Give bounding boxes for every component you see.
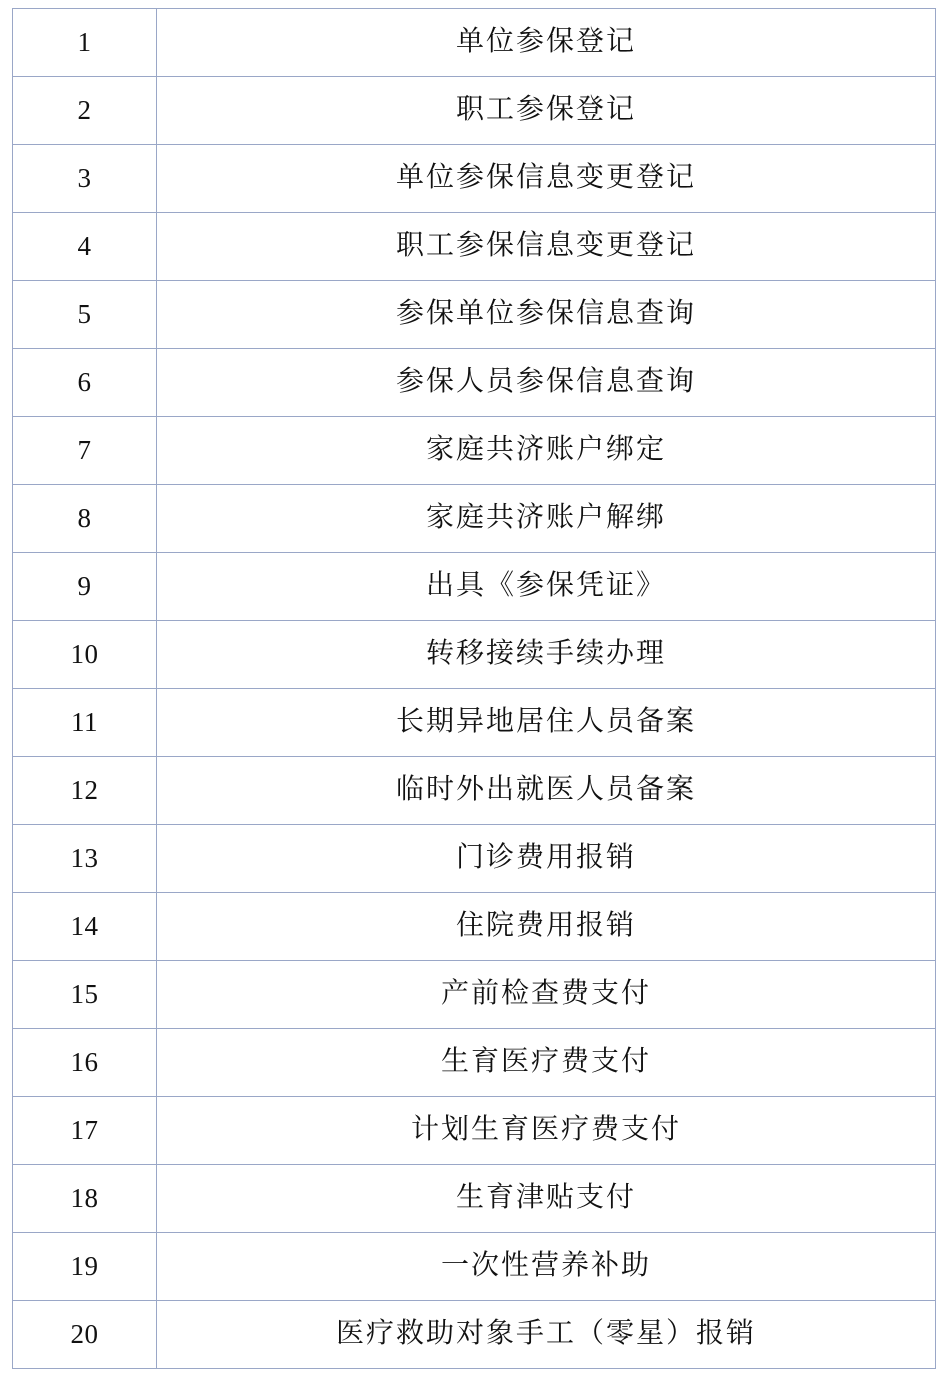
row-name-text: 医疗救助对象手工（零星）报销: [335, 1318, 756, 1350]
row-index-text: 6: [77, 366, 92, 397]
row-index-cell: [13, 1165, 157, 1233]
row-name-text: 长期异地居住人员备案: [395, 706, 696, 738]
row-index-text: 10: [70, 638, 99, 669]
row-name-cell: [157, 553, 936, 621]
row-name-cell: [157, 1301, 936, 1369]
row-index-text: 8: [77, 502, 92, 533]
row-index-text: 11: [71, 706, 98, 737]
row-name-cell: [157, 621, 936, 689]
row-index-text: 7: [77, 434, 92, 465]
row-name-cell: [157, 349, 936, 417]
row-name-cell: [157, 689, 936, 757]
row-index-text: 18: [70, 1182, 99, 1213]
row-name-text: 临时外出就医人员备案: [395, 774, 696, 806]
table-row: [13, 893, 936, 961]
row-name-cell: [157, 77, 936, 145]
row-name-text: 家庭共济账户解绑: [425, 502, 666, 534]
table-row: [13, 1233, 936, 1301]
row-name-text: 一次性营养补助: [440, 1250, 651, 1282]
table-row: [13, 417, 936, 485]
row-name-cell: [157, 281, 936, 349]
row-name-cell: [157, 825, 936, 893]
row-name-text: 职工参保信息变更登记: [395, 230, 696, 262]
table-row: [13, 1097, 936, 1165]
table-row: [13, 485, 936, 553]
table-row: [13, 1029, 936, 1097]
row-name-text: 单位参保信息变更登记: [395, 162, 696, 194]
row-index-text: 4: [77, 230, 92, 261]
row-index-cell: [13, 757, 157, 825]
table-row: [13, 825, 936, 893]
row-index-cell: [13, 621, 157, 689]
row-index-cell: [13, 1233, 157, 1301]
table-row: [13, 961, 936, 1029]
row-index-cell: [13, 145, 157, 213]
row-name-text: 产前检查费支付: [440, 978, 651, 1010]
row-index-text: 15: [70, 978, 99, 1009]
row-index-cell: [13, 1097, 157, 1165]
row-name-text: 参保人员参保信息查询: [395, 366, 696, 398]
row-name-text: 生育津贴支付: [455, 1182, 636, 1214]
row-index-cell: [13, 417, 157, 485]
row-index-cell: [13, 9, 157, 77]
row-name-text: 家庭共济账户绑定: [425, 434, 666, 466]
row-name-cell: [157, 9, 936, 77]
row-name-text: 门诊费用报销: [455, 842, 636, 874]
row-name-cell: [157, 1233, 936, 1301]
row-index-text: 13: [70, 842, 99, 873]
table-row: [13, 689, 936, 757]
row-name-text: 单位参保登记: [455, 26, 636, 58]
table-row: [13, 213, 936, 281]
table-row: [13, 621, 936, 689]
table-row: [13, 553, 936, 621]
row-index-text: 17: [70, 1114, 99, 1145]
row-index-text: 20: [70, 1318, 99, 1349]
table-row: [13, 1301, 936, 1369]
row-name-cell: [157, 485, 936, 553]
table-row: [13, 281, 936, 349]
row-name-text: 生育医疗费支付: [440, 1046, 651, 1078]
row-index-cell: [13, 553, 157, 621]
table-body: [13, 9, 936, 1369]
row-name-text: 住院费用报销: [455, 910, 636, 942]
row-index-cell: [13, 961, 157, 1029]
table-row: [13, 77, 936, 145]
row-index-text: 12: [70, 774, 99, 805]
row-index-text: 16: [70, 1046, 99, 1077]
row-index-cell: [13, 893, 157, 961]
row-name-cell: [157, 1097, 936, 1165]
row-index-cell: [13, 77, 157, 145]
table-row: [13, 757, 936, 825]
row-name-cell: [157, 1165, 936, 1233]
row-name-text: 计划生育医疗费支付: [410, 1114, 681, 1146]
row-index-cell: [13, 1301, 157, 1369]
row-index-text: 9: [77, 570, 92, 601]
row-name-cell: [157, 213, 936, 281]
row-name-text: 转移接续手续办理: [425, 638, 666, 670]
row-index-cell: [13, 1029, 157, 1097]
row-name-cell: [157, 961, 936, 1029]
row-name-text: 职工参保登记: [455, 94, 636, 126]
row-name-cell: [157, 417, 936, 485]
row-index-text: 5: [77, 298, 92, 329]
row-name-cell: [157, 893, 936, 961]
row-name-cell: [157, 145, 936, 213]
row-index-cell: [13, 689, 157, 757]
row-index-text: 14: [70, 910, 99, 941]
row-index-cell: [13, 213, 157, 281]
row-index-cell: [13, 349, 157, 417]
row-name-text: 参保单位参保信息查询: [395, 298, 696, 330]
row-name-text: 出具《参保凭证》: [425, 570, 666, 602]
row-index-cell: [13, 825, 157, 893]
row-index-text: 1: [77, 26, 92, 57]
row-index-text: 2: [77, 94, 92, 125]
row-index-cell: [13, 485, 157, 553]
table-row: [13, 349, 936, 417]
row-name-cell: [157, 1029, 936, 1097]
table-row: [13, 1165, 936, 1233]
row-index-cell: [13, 281, 157, 349]
table-row: [13, 145, 936, 213]
row-name-cell: [157, 757, 936, 825]
row-index-text: 3: [77, 162, 92, 193]
row-index-text: 19: [70, 1250, 99, 1281]
table-row: [13, 9, 936, 77]
service-items-table: [12, 8, 936, 1369]
